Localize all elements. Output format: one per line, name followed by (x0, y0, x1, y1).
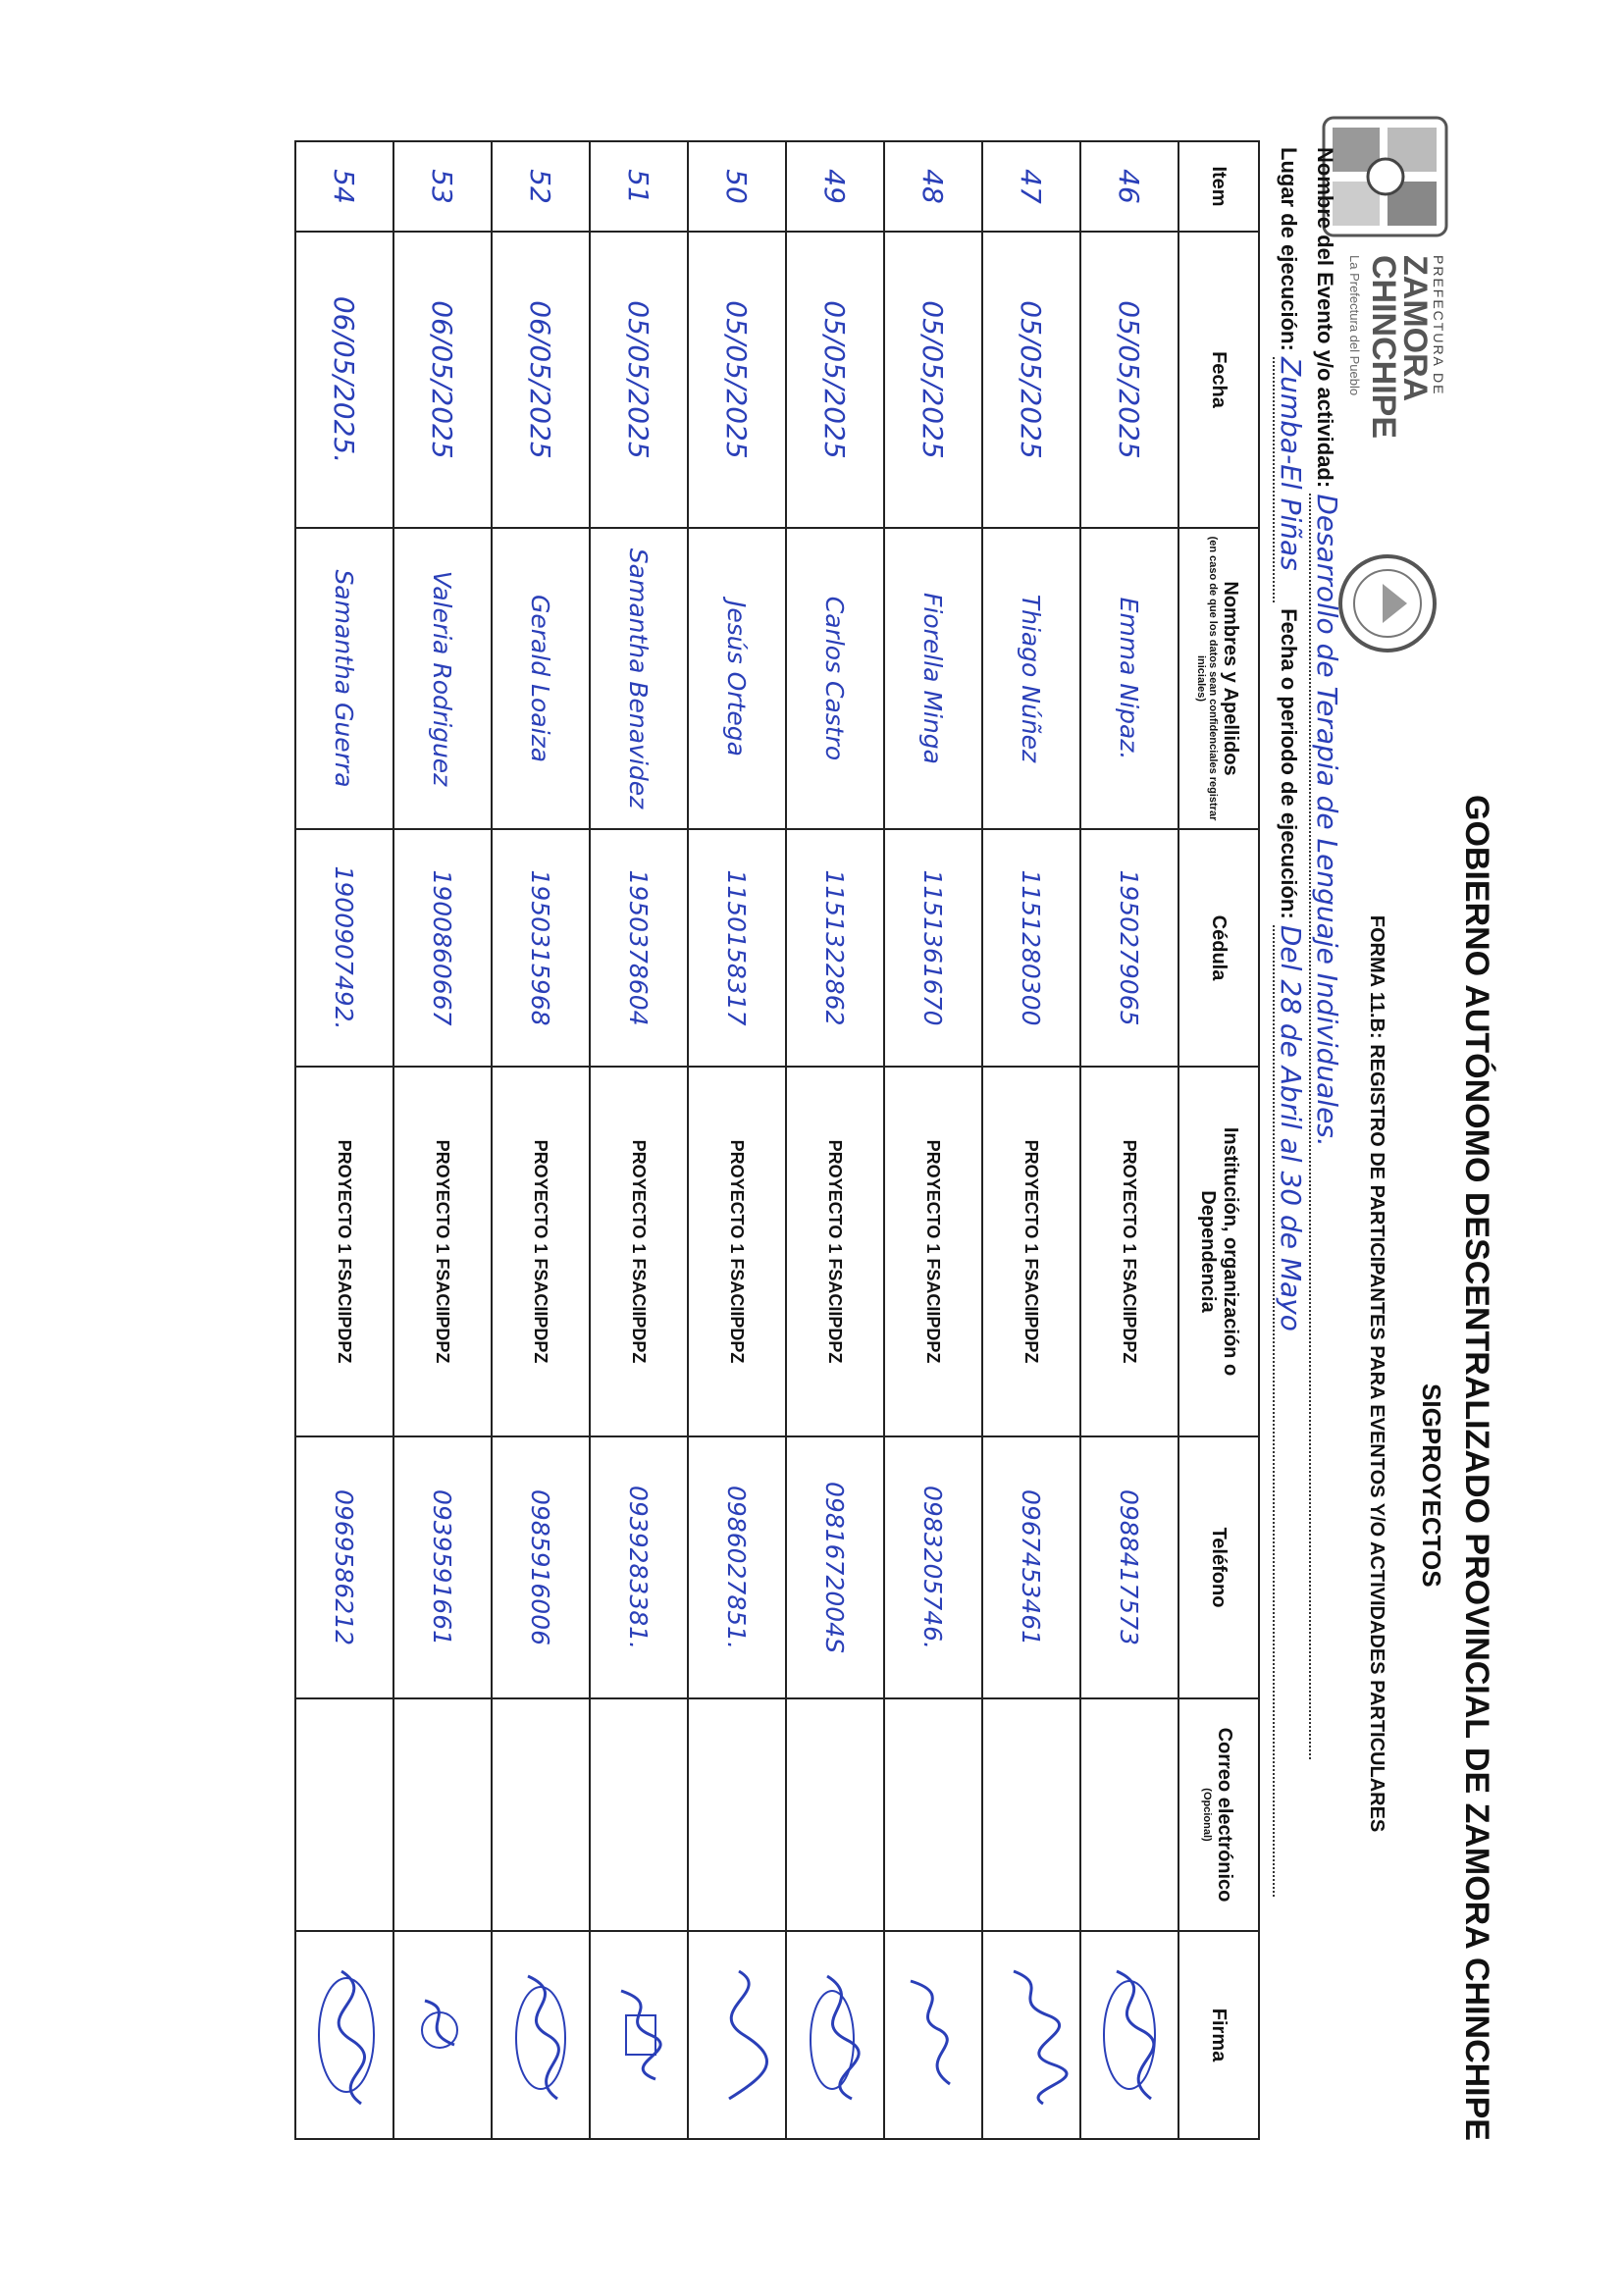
cell-fecha: 05/05/2025 (688, 232, 786, 528)
cell-telefono: 0988417573 (1080, 1436, 1178, 1698)
cell-telefono: 0981672004S (786, 1436, 884, 1698)
cell-item: 50 (688, 141, 786, 232)
cell-telefono: 0969586212 (295, 1436, 393, 1698)
cell-institucion: PROYECTO 1 FSACIIPDPZ (393, 1067, 492, 1436)
cell-correo (492, 1698, 590, 1931)
cell-nombre: Thiago Núñez (982, 528, 1080, 829)
signature-scribble (701, 1961, 779, 2109)
cell-institucion: PROYECTO 1 FSACIIPDPZ (688, 1067, 786, 1436)
cell-cedula: 1950279065 (1080, 829, 1178, 1067)
brand-line2: ZAMORA CHINCHIPE (1365, 255, 1434, 440)
cell-institucion: PROYECTO 1 FSACIIPDPZ (590, 1067, 688, 1436)
signature-scribble (406, 1961, 485, 2109)
cell-cedula: 1900860667 (393, 829, 492, 1067)
cell-institucion: PROYECTO 1 FSACIIPDPZ (884, 1067, 982, 1436)
cell-firma (393, 1931, 492, 2139)
cell-nombre: Valeria Rodriguez (393, 528, 492, 829)
cell-correo (982, 1698, 1080, 1931)
cell-fecha: 05/05/2025 (590, 232, 688, 528)
signature-scribble (504, 1961, 583, 2109)
signature-scribble (308, 1961, 387, 2109)
government-seal-logo (1334, 549, 1441, 657)
cell-cedula: 1151280300 (982, 829, 1080, 1067)
table-row (884, 141, 982, 2139)
cell-institucion: PROYECTO 1 FSACIIPDPZ (1080, 1067, 1178, 1436)
cell-fecha: 06/05/2025 (393, 232, 492, 528)
cell-cedula: 1950315968 (492, 829, 590, 1067)
page-subtitle: SIGPROYECTOS (1417, 1383, 1446, 1588)
cell-cedula: 1151322862 (786, 829, 884, 1067)
col-nombres-label: Nombres y Apellidos (1220, 581, 1242, 776)
table-row (393, 141, 492, 2139)
cell-cedula: 1950378604 (590, 829, 688, 1067)
cell-item: 51 (590, 141, 688, 232)
cell-correo (295, 1698, 393, 1931)
cell-correo (1080, 1698, 1178, 1931)
cell-firma (786, 1931, 884, 2139)
cell-telefono: 0939283381. (590, 1436, 688, 1698)
form-title: FORMA 11.B: REGISTRO DE PARTICIPANTES PARA EVENTOS Y/O ACTIVIDADES PARTICULARES (1366, 914, 1387, 1833)
table-row (295, 141, 393, 2139)
signature-scribble (897, 1961, 975, 2109)
event-place-label: Lugar de ejecución: (1277, 147, 1301, 351)
page-title: GOBIERNO AUTÓNOMO DESCENTRALIZADO PROVINCIAL DE ZAMORA CHINCHIPE (1458, 795, 1495, 2141)
cell-correo (786, 1698, 884, 1931)
table-body (295, 141, 1178, 2139)
cell-institucion: PROYECTO 1 FSACIIPDPZ (295, 1067, 393, 1436)
event-name-label: Nombre del Evento y/o actividad: (1313, 147, 1337, 489)
cell-cedula: 1150158317 (688, 829, 786, 1067)
cell-fecha: 06/05/2025. (295, 232, 393, 528)
col-telefono: Teléfono (1178, 1436, 1259, 1698)
table-header-row (1178, 141, 1259, 2139)
cell-correo (590, 1698, 688, 1931)
table-row (492, 141, 590, 2139)
cell-nombre: Carlos Castro (786, 528, 884, 829)
cell-correo (393, 1698, 492, 1931)
cell-nombre: Samantha Benavidez (590, 528, 688, 829)
cell-telefono: 0983205746. (884, 1436, 982, 1698)
cell-firma (884, 1931, 982, 2139)
table-row (590, 141, 688, 2139)
participants-table (294, 140, 1260, 2140)
cell-institucion: PROYECTO 1 FSACIIPDPZ (786, 1067, 884, 1436)
table-row (786, 141, 884, 2139)
cell-item: 54 (295, 141, 393, 232)
cell-item: 53 (393, 141, 492, 232)
cell-correo (884, 1698, 982, 1931)
brand-text (1347, 255, 1446, 440)
col-firma: Firma (1178, 1931, 1259, 2139)
cell-correo (688, 1698, 786, 1931)
col-item: Item (1178, 141, 1259, 232)
signature-scribble (602, 1961, 681, 2109)
cell-firma (590, 1931, 688, 2139)
cell-fecha: 05/05/2025 (786, 232, 884, 528)
table-row (688, 141, 786, 2139)
cell-institucion: PROYECTO 1 FSACIIPDPZ (982, 1067, 1080, 1436)
brand-line1: PREFECTURA DE (1431, 255, 1446, 396)
col-correo (1178, 1698, 1259, 1931)
col-institucion: Institución, organización o Dependencia (1178, 1067, 1259, 1436)
col-fecha: Fecha (1178, 232, 1259, 528)
signature-scribble (799, 1961, 877, 2109)
cell-fecha: 05/05/2025 (884, 232, 982, 528)
col-nombres (1178, 528, 1259, 829)
event-date-label: Fecha o periodo de ejecución: (1277, 608, 1301, 919)
cell-firma (295, 1931, 393, 2139)
event-name-row (1309, 147, 1343, 1759)
cell-item: 52 (492, 141, 590, 232)
cell-cedula: 1151361670 (884, 829, 982, 1067)
cell-telefono: 0985916006 (492, 1436, 590, 1698)
col-correo-note: (Opcional) (1201, 1788, 1214, 1842)
cell-telefono: 0939591661 (393, 1436, 492, 1698)
cell-nombre: Fiorella Minga (884, 528, 982, 829)
cell-fecha: 05/05/2025 (982, 232, 1080, 528)
brand-line3: La Prefectura del Pueblo (1347, 255, 1362, 396)
event-name-value: Desarrollo de Terapia de Lenguaje Individuales. (1311, 494, 1343, 1147)
signature-scribble (1093, 1961, 1172, 2109)
col-correo-label: Correo electrónico (1214, 1727, 1236, 1903)
table-row (1080, 141, 1178, 2139)
cell-institucion: PROYECTO 1 FSACIIPDPZ (492, 1067, 590, 1436)
col-nombres-note: (en caso de que los datos sean confidenciales registrar iniciales) (1195, 536, 1220, 821)
cell-nombre: Gerald Loaiza (492, 528, 590, 829)
signature-scribble (995, 1961, 1073, 2109)
cell-firma (688, 1931, 786, 2139)
cell-firma (1080, 1931, 1178, 2139)
cell-firma (492, 1931, 590, 2139)
cell-item: 49 (786, 141, 884, 232)
col-cedula: Cédula (1178, 829, 1259, 1067)
event-place-value: Zumba-El Piñas (1275, 356, 1307, 571)
table-row (982, 141, 1080, 2139)
cell-nombre: Jesús Ortega (688, 528, 786, 829)
cell-firma (982, 1931, 1080, 2139)
cell-fecha: 06/05/2025 (492, 232, 590, 528)
event-date-value: Del 28 de Abril al 30 de Mayo (1275, 924, 1307, 1331)
cell-item: 48 (884, 141, 982, 232)
cell-cedula: 1900907492. (295, 829, 393, 1067)
cell-telefono: 0986027851. (688, 1436, 786, 1698)
cell-item: 47 (982, 141, 1080, 232)
cell-fecha: 05/05/2025 (1080, 232, 1178, 528)
cell-item: 46 (1080, 141, 1178, 232)
event-place-row (1273, 147, 1307, 1897)
cell-nombre: Emma Nipaz. (1080, 528, 1178, 829)
cell-telefono: 0967453461 (982, 1436, 1080, 1698)
cell-nombre: Samantha Guerra (295, 528, 393, 829)
